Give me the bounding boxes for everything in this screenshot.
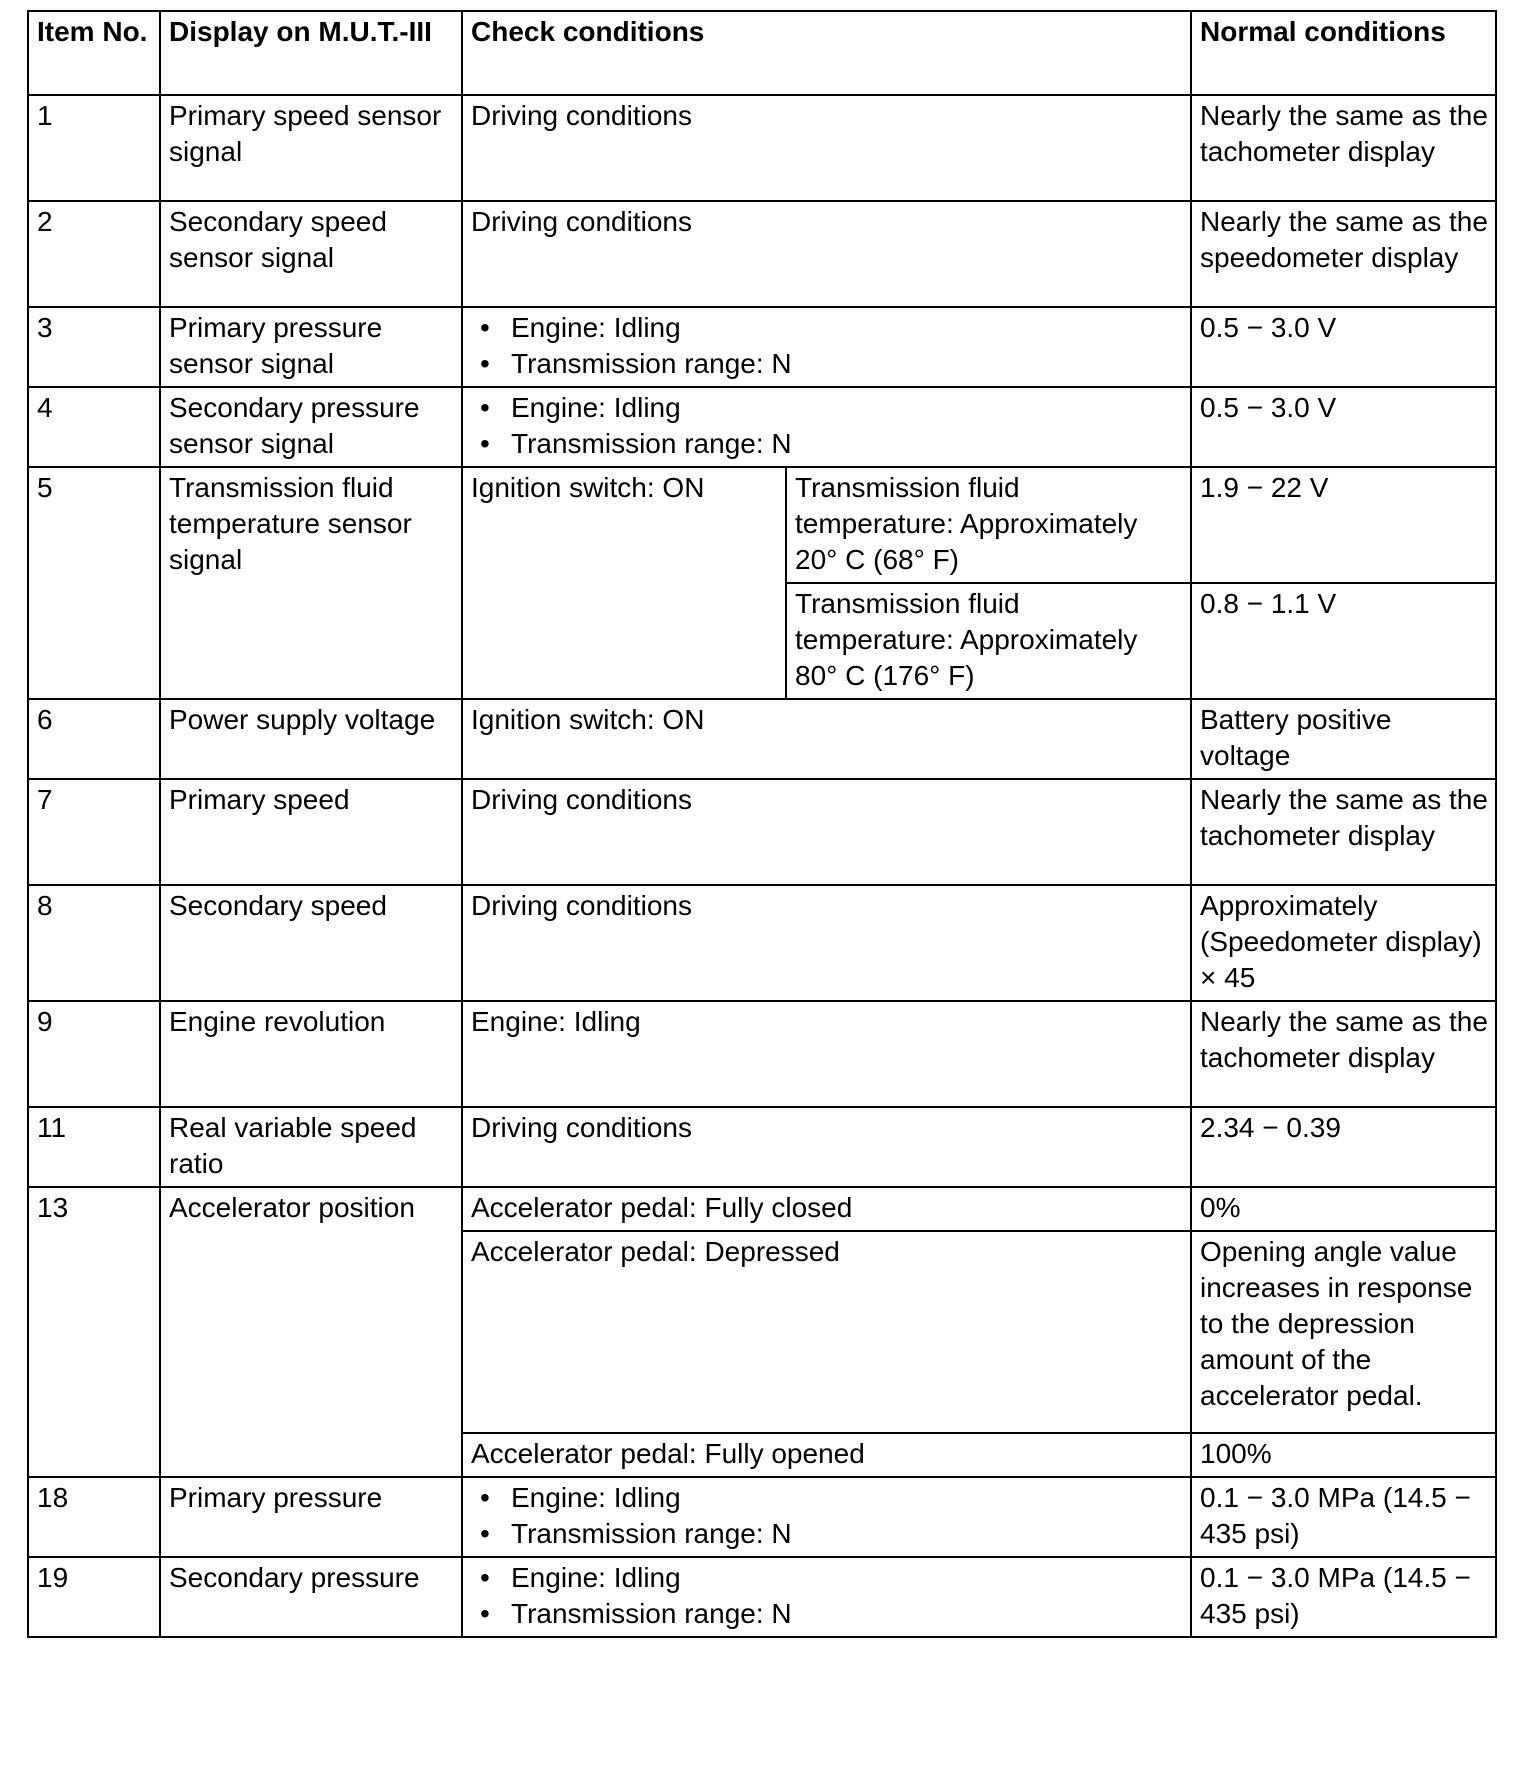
header-check-conditions: Check conditions xyxy=(462,11,1191,95)
item-no: 1 xyxy=(28,95,160,201)
sub-condition: Transmission fluid temperature: Approximately 20° C (68° F) xyxy=(786,467,1191,583)
check-condition: Ignition switch: ON xyxy=(462,467,786,699)
check-bullet-list xyxy=(471,310,1184,382)
normal-condition: Opening angle value increases in response to the depression amount of the accelerator pedal. xyxy=(1191,1231,1496,1433)
mut-iii-data-list-table xyxy=(27,10,1497,1638)
normal-condition: 2.34 − 0.39 xyxy=(1191,1107,1496,1187)
item-no: 18 xyxy=(28,1477,160,1557)
item-no: 8 xyxy=(28,885,160,1001)
table-row xyxy=(28,201,1496,307)
check-condition xyxy=(462,307,1191,387)
table-row xyxy=(28,1557,1496,1637)
item-no: 4 xyxy=(28,387,160,467)
item-no: 7 xyxy=(28,779,160,885)
normal-condition: Nearly the same as the tachometer display xyxy=(1191,1001,1496,1107)
header-normal-conditions: Normal conditions xyxy=(1191,11,1496,95)
item-no: 9 xyxy=(28,1001,160,1107)
check-bullet-list xyxy=(471,1560,1184,1632)
item-no: 6 xyxy=(28,699,160,779)
check-condition xyxy=(462,387,1191,467)
normal-condition: Nearly the same as the tachometer display xyxy=(1191,95,1496,201)
table-row xyxy=(28,307,1496,387)
table-row xyxy=(28,95,1496,201)
check-bullet-list xyxy=(471,1480,1184,1552)
sub-condition: Accelerator pedal: Depressed xyxy=(462,1231,1191,1433)
display-name: Secondary speed sensor signal xyxy=(160,201,462,307)
normal-condition: 100% xyxy=(1191,1433,1496,1477)
check-condition: Driving conditions xyxy=(462,1107,1191,1187)
normal-condition: 0.1 − 3.0 MPa (14.5 − 435 psi) xyxy=(1191,1557,1496,1637)
display-name: Primary pressure sensor signal xyxy=(160,307,462,387)
item-no: 19 xyxy=(28,1557,160,1637)
check-condition xyxy=(462,1477,1191,1557)
table-row xyxy=(28,1187,1496,1231)
check-bullet: • Engine: Idling xyxy=(471,390,1184,426)
check-bullet: • Engine: Idling xyxy=(471,1480,1184,1516)
item-no: 13 xyxy=(28,1187,160,1477)
item-no: 5 xyxy=(28,467,160,699)
normal-condition: Battery positive voltage xyxy=(1191,699,1496,779)
normal-condition: 0.5 − 3.0 V xyxy=(1191,387,1496,467)
table-row xyxy=(28,387,1496,467)
sub-condition: Transmission fluid temperature: Approximately 80° C (176° F) xyxy=(786,583,1191,699)
check-bullet: • Transmission range: N xyxy=(471,426,1184,462)
display-name: Secondary pressure sensor signal xyxy=(160,387,462,467)
item-no: 3 xyxy=(28,307,160,387)
display-name: Primary speed sensor signal xyxy=(160,95,462,201)
display-name: Secondary speed xyxy=(160,885,462,1001)
table-row xyxy=(28,885,1496,1001)
normal-condition: 0.8 − 1.1 V xyxy=(1191,583,1496,699)
display-name: Primary speed xyxy=(160,779,462,885)
check-condition: Engine: Idling xyxy=(462,1001,1191,1107)
check-condition: Driving conditions xyxy=(462,779,1191,885)
header-display: Display on M.U.T.-III xyxy=(160,11,462,95)
normal-condition: 1.9 − 22 V xyxy=(1191,467,1496,583)
display-name: Transmission fluid temperature sensor signal xyxy=(160,467,462,699)
sub-condition: Accelerator pedal: Fully opened xyxy=(462,1433,1191,1477)
check-bullet: • Transmission range: N xyxy=(471,1516,1184,1552)
check-condition: Driving conditions xyxy=(462,201,1191,307)
display-name: Accelerator position xyxy=(160,1187,462,1477)
check-condition: Driving conditions xyxy=(462,885,1191,1001)
display-name: Power supply voltage xyxy=(160,699,462,779)
normal-condition: Nearly the same as the speedometer display xyxy=(1191,201,1496,307)
table-row xyxy=(28,779,1496,885)
normal-condition: Approximately (Speedometer display) × 45 xyxy=(1191,885,1496,1001)
display-name: Real variable speed ratio xyxy=(160,1107,462,1187)
check-condition: Driving conditions xyxy=(462,95,1191,201)
sub-condition: Accelerator pedal: Fully closed xyxy=(462,1187,1191,1231)
table-row xyxy=(28,1001,1496,1107)
normal-condition: 0.1 − 3.0 MPa (14.5 − 435 psi) xyxy=(1191,1477,1496,1557)
check-condition: Ignition switch: ON xyxy=(462,699,1191,779)
normal-condition: 0% xyxy=(1191,1187,1496,1231)
check-bullet: • Engine: Idling xyxy=(471,1560,1184,1596)
item-no: 2 xyxy=(28,201,160,307)
table-row xyxy=(28,467,1496,583)
display-name: Primary pressure xyxy=(160,1477,462,1557)
check-bullet-list xyxy=(471,390,1184,462)
normal-condition: Nearly the same as the tachometer display xyxy=(1191,779,1496,885)
table-row xyxy=(28,1477,1496,1557)
display-name: Secondary pressure xyxy=(160,1557,462,1637)
display-name: Engine revolution xyxy=(160,1001,462,1107)
normal-condition: 0.5 − 3.0 V xyxy=(1191,307,1496,387)
item-no: 11 xyxy=(28,1107,160,1187)
check-condition xyxy=(462,1557,1191,1637)
table-row xyxy=(28,699,1496,779)
check-bullet: • Transmission range: N xyxy=(471,1596,1184,1632)
header-item-no: Item No. xyxy=(28,11,160,95)
check-bullet: • Engine: Idling xyxy=(471,310,1184,346)
check-bullet: • Transmission range: N xyxy=(471,346,1184,382)
table-header-row xyxy=(28,11,1496,95)
table-row xyxy=(28,1107,1496,1187)
